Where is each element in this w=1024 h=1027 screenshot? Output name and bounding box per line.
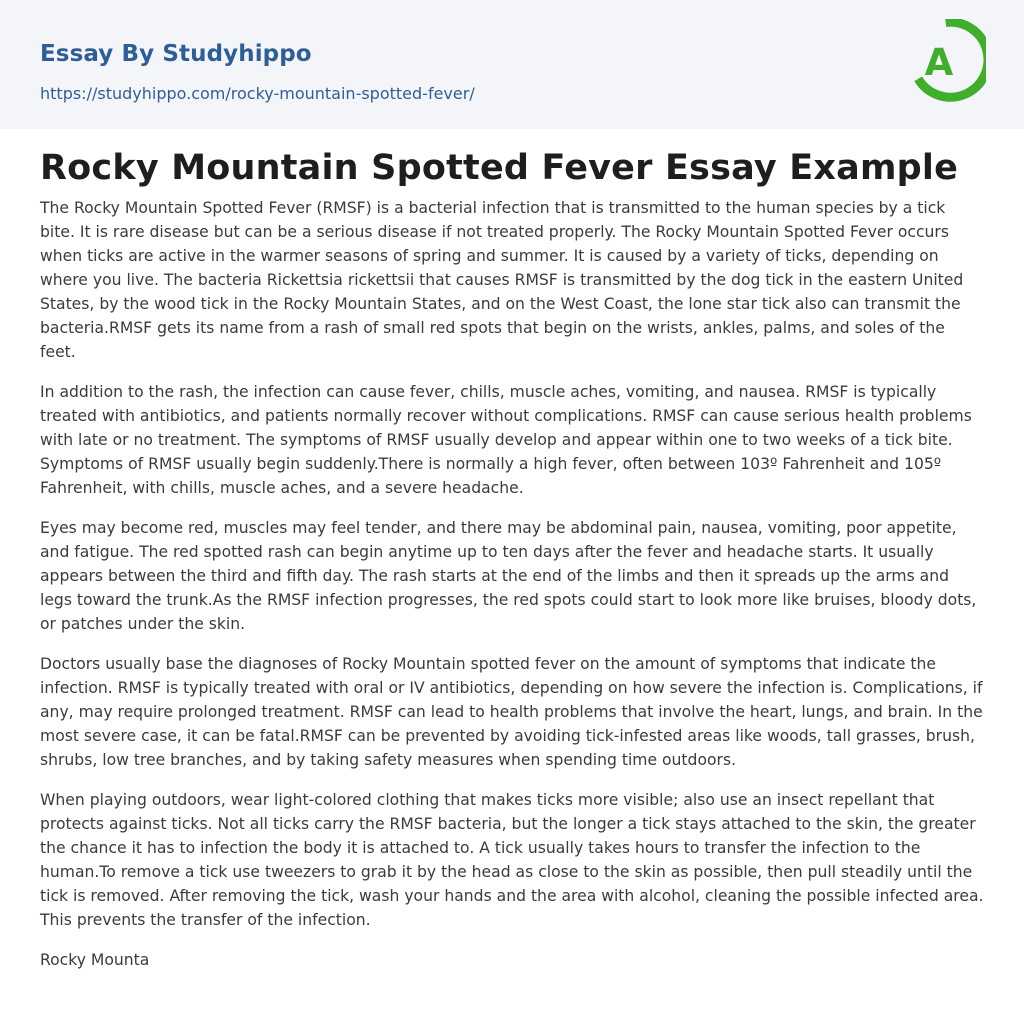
site-title[interactable]: Essay By Studyhippo: [40, 41, 312, 67]
logo-letter: A: [924, 41, 954, 84]
truncated-text: Rocky Mounta: [40, 951, 150, 969]
essay-paragraph: Eyes may become red, muscles may feel tender, and there may be abdominal pain, nausea, vomiting, poor appetite, and fatigue. The red spotted rash can begin anytime up to ten days after the fever and headache starts. It usually appears between the third and fifth day. The rash starts at the end of the limbs and then it spreads up the arms and legs toward the trunk.As the RMSF infection progresses, the red spots could start to look more like bruises, bloody dots, or patches under the skin.: [40, 519, 977, 633]
essay-body: [40, 196, 984, 972]
essay-paragraph: Doctors usually base the diagnoses of Rocky Mountain spotted fever on the amount of symptoms that indicate the infection. RMSF is typically treated with oral or IV antibiotics, depending on how severe the infection is. Complications, if any, may require prolonged treatment. RMSF can lead to health problems that involve the heart, lungs, and brain. In the most severe case, it can be fatal.RMSF can be prevented by avoiding tick-infested areas like woods, tall grasses, brush, shrubs, low tree branches, and by taking safety measures when spending time outdoors.: [40, 655, 983, 769]
article: [40, 140, 984, 972]
essay-paragraph: The Rocky Mountain Spotted Fever (RMSF) is a bacterial infection that is transmitted to the human species by a tick bite. It is rare disease but can be a serious disease if not treated properly. The Rocky Mountain Spotted Fever occurs when ticks are active in the warmer seasons of spring and summer. It is caused by a variety of ticks, depending on where you live. The bacteria Rickettsia rickettsii that causes RMSF is transmitted by the dog tick in the eastern United States, by the wood tick in the Rocky Mountain States, and on the West Coast, the lone star tick also can transmit the bacteria.RMSF gets its name from a rash of small red spots that begin on the wrists, ankles, palms, and soles of the feet.: [40, 199, 964, 361]
studyhippo-logo-icon[interactable]: [912, 19, 986, 105]
page-title: Rocky Mountain Spotted Fever Essay Example: [40, 148, 959, 188]
essay-paragraph: In addition to the rash, the infection can cause fever, chills, muscle aches, vomiting, and nausea. RMSF is typically treated with antibiotics, and patients normally recover without complications. RMSF can cause serious health problems with late or no treatment. The symptoms of RMSF usually develop and appear within one to two weeks of a tick bite. Symptoms of RMSF usually begin suddenly.There is normally a high fever, often between 103º Fahrenheit and 105º Fahrenheit, with chills, muscle aches, and a severe headache.: [40, 383, 972, 497]
source-url-link[interactable]: https://studyhippo.com/rocky-mountain-spotted-fever/: [40, 84, 475, 103]
essay-paragraph: When playing outdoors, wear light-colored clothing that makes ticks more visible; also use an insect repellant that protects against ticks. Not all ticks carry the RMSF bacteria, but the longer a tick stays attached to the skin, the greater the chance it has to infection the body it is attached to. A tick usually takes hours to transfer the infection to the human.To remove a tick use tweezers to grab it by the head as close to the skin as possible, then pull steadily until the tick is removed. After removing the tick, wash your hands and the area with alcohol, cleaning the possible infected area. This prevents the transfer of the infection.: [40, 791, 984, 929]
site-header: [0, 0, 1024, 129]
